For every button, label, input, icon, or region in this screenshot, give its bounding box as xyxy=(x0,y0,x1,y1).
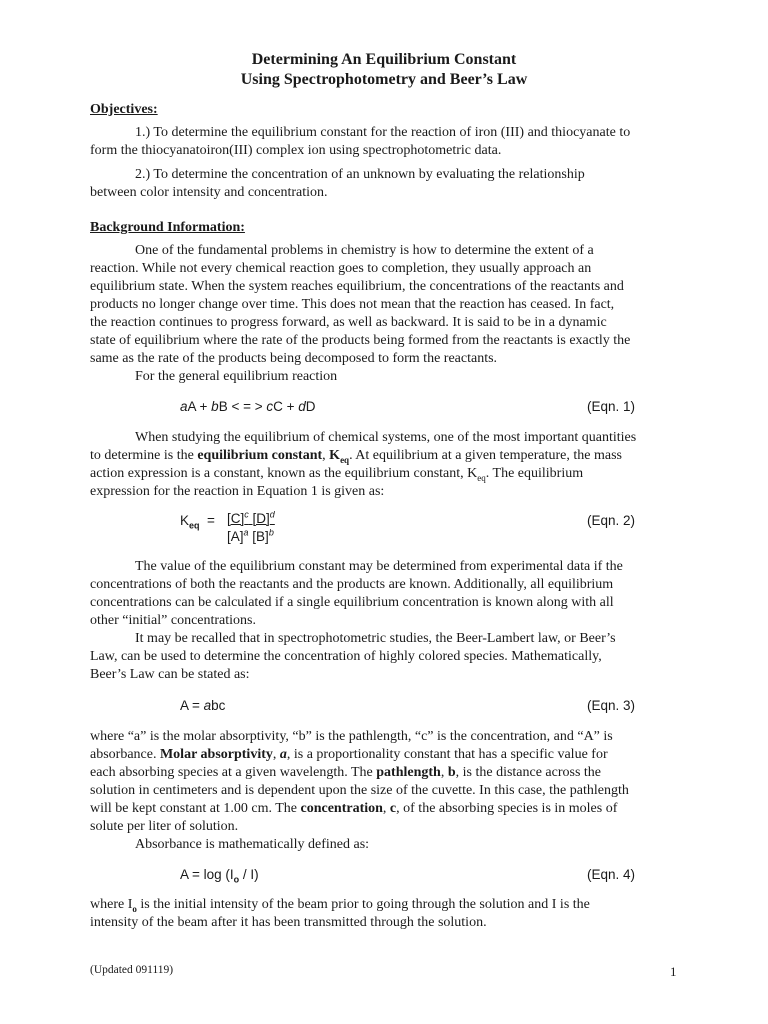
symbol-b: b xyxy=(447,765,456,780)
eq1-term: A + xyxy=(187,399,212,414)
text-run: , xyxy=(322,448,330,463)
keq-subscript: eq xyxy=(189,520,200,531)
para1-line: same as the rate of the products being decomposed to form the reactants. xyxy=(90,351,498,366)
text-run: each absorbing species at a given wavelength. The xyxy=(90,765,377,780)
para3-line: The value of the equilibrium constant may be determined from experimental data if the xyxy=(135,559,623,574)
text-run: . The equilibrium xyxy=(485,466,584,481)
text-run: is the initial intensity of the beam prior to going through the solution and I is the xyxy=(136,897,590,912)
text-run: , xyxy=(272,747,280,762)
symbol-c: c xyxy=(389,801,397,816)
background-heading: Background Information: xyxy=(90,220,245,235)
footer-updated: (Updated 091119) xyxy=(90,964,174,976)
para2-line4: expression for the reaction in Equation 1 is given as: xyxy=(90,484,385,499)
para5-line5 xyxy=(90,800,617,818)
term-concentration: concentration xyxy=(300,801,383,816)
equals-sign: = xyxy=(207,513,215,528)
keq-symbol: K xyxy=(180,513,190,528)
objective-2-line1: 2.) To determine the concentration of an unknown by evaluating the relationship xyxy=(135,167,585,182)
text-run: will be kept constant at 1.00 cm. The xyxy=(90,801,301,816)
para1-line: state of equilibrium where the rate of the products being formed from the reactants is exactly the xyxy=(90,333,631,348)
term-equilibrium-constant: equilibrium constant xyxy=(197,448,323,463)
text-run: , xyxy=(440,765,448,780)
para5-line4: solution in centimeters and is dependent upon the size of the cuvette. In this case, the pathlength xyxy=(90,783,629,798)
text-run: , is the distance across the xyxy=(455,765,602,780)
text-run: absorbance. xyxy=(90,747,160,762)
para3-line: other “initial” concentrations. xyxy=(90,613,256,628)
coef-d: d xyxy=(298,399,306,414)
para5-line1: where “a” is the molar absorptivity, “b” is the pathlength, “c” is the concentration, and “A” is xyxy=(90,729,613,744)
para2-line1: When studying the equilibrium of chemical systems, one of the most important quantities xyxy=(135,430,637,445)
para6-line1 xyxy=(90,896,590,914)
para1-line: products no longer change over time. This does not mean that the reaction has ceased. In fact, xyxy=(90,297,615,312)
conc-b: [B] xyxy=(252,529,269,544)
equation-2-label: (Eqn. 2) xyxy=(587,513,636,528)
general-reaction-intro: For the general equilibrium reaction xyxy=(135,369,338,384)
para5-line6: solute per liter of solution. xyxy=(90,819,239,834)
eq3-a: a xyxy=(203,698,212,713)
doc-title-line1: Determining An Equilibrium Constant xyxy=(251,51,517,68)
text-run: to determine is the xyxy=(90,448,198,463)
eq1-term: D xyxy=(305,399,316,414)
text-run: , is a proportionality constant that has a specific value for xyxy=(286,747,608,762)
conc-c: [C] xyxy=(227,511,245,526)
equation-3-label: (Eqn. 3) xyxy=(587,698,636,713)
exp-c: c xyxy=(244,509,249,520)
keq-symbol: K xyxy=(329,448,341,463)
equation-2-lhs xyxy=(180,512,215,530)
exp-a: a xyxy=(243,527,249,538)
eq3-bc: bc xyxy=(211,698,226,713)
absorbance-intro: Absorbance is mathematically defined as: xyxy=(135,837,370,852)
para1-line: One of the fundamental problems in chemistry is how to determine the extent of a xyxy=(135,243,594,258)
para1-line: equilibrium state. When the system reaches equilibrium, the concentrations of the reactants and xyxy=(90,279,624,294)
equation-4 xyxy=(180,866,259,884)
eq3-lhs: A = xyxy=(180,698,204,713)
para4-line: Law, can be used to determine the concentration of highly colored species. Mathematically, xyxy=(90,649,602,664)
para2-line3 xyxy=(90,465,583,483)
exp-d: d xyxy=(269,509,275,520)
equation-3 xyxy=(180,697,225,715)
coef-a: a xyxy=(180,399,188,414)
para1-line: the reaction continues to progress forward, as well as backward. It is said to be in a dynamic xyxy=(90,315,607,330)
equation-1-label: (Eqn. 1) xyxy=(587,399,636,414)
conc-d: [D] xyxy=(252,511,270,526)
eq1-term: C + xyxy=(273,399,299,414)
objective-2-line2: between color intensity and concentration. xyxy=(90,185,328,200)
para5-line2 xyxy=(90,746,608,764)
text-run: action expression is a constant, known as the equilibrium constant, K xyxy=(90,466,478,481)
objective-1-line1: 1.) To determine the equilibrium constant for the reaction of iron (III) and thiocyanate to xyxy=(135,125,631,140)
coef-b: b xyxy=(211,399,219,414)
para5-line3 xyxy=(90,764,601,782)
term-molar-absorptivity: Molar absorptivity xyxy=(159,747,273,762)
para1-line: reaction. While not every chemical reaction goes to completion, they usually approach an xyxy=(90,261,592,276)
text-run: . At equilibrium at a given temperature, the mass xyxy=(349,448,622,463)
objectives-heading: Objectives: xyxy=(90,102,158,117)
eq4-subscript: o xyxy=(233,874,240,885)
equation-2-numerator xyxy=(227,510,275,528)
keq-subscript: eq xyxy=(340,454,350,465)
eq4-part: A = log (I xyxy=(180,867,234,882)
text-run: , xyxy=(382,801,390,816)
para4-line: Beer’s Law can be stated as: xyxy=(90,667,250,682)
equation-4-label: (Eqn. 4) xyxy=(587,867,636,882)
eq4-part: / I) xyxy=(239,867,259,882)
objective-1-line2: form the thiocyanatoiron(III) complex ion using spectrophotometric data. xyxy=(90,143,502,158)
page-number: 1 xyxy=(670,964,677,979)
para3-line: concentrations can be calculated if a single equilibrium concentration is known along with all xyxy=(90,595,614,610)
para6-line2: intensity of the beam after it has been transmitted through the solution. xyxy=(90,915,487,930)
para4-line: It may be recalled that in spectrophotometric studies, the Beer-Lambert law, or Beer’s xyxy=(135,631,616,646)
equation-1 xyxy=(180,398,316,416)
symbol-a: a xyxy=(279,747,287,762)
text-run: where I xyxy=(90,897,133,912)
eq1-term: B < = > xyxy=(218,399,267,414)
para2-line2 xyxy=(90,447,622,465)
term-pathlength: pathlength xyxy=(376,765,441,780)
exp-b: b xyxy=(268,527,274,538)
equation-2-denominator xyxy=(227,528,274,546)
io-subscript: o xyxy=(132,903,137,914)
keq-subscript: eq xyxy=(477,472,486,483)
doc-title-line2: Using Spectrophotometry and Beer’s Law xyxy=(240,71,528,88)
para3-line: concentrations of both the reactants and the products are known. Additionally, all equilibrium xyxy=(90,577,614,592)
conc-a: [A] xyxy=(227,529,244,544)
coef-c: c xyxy=(266,399,274,414)
text-run: , of the absorbing species is in moles of xyxy=(396,801,618,816)
